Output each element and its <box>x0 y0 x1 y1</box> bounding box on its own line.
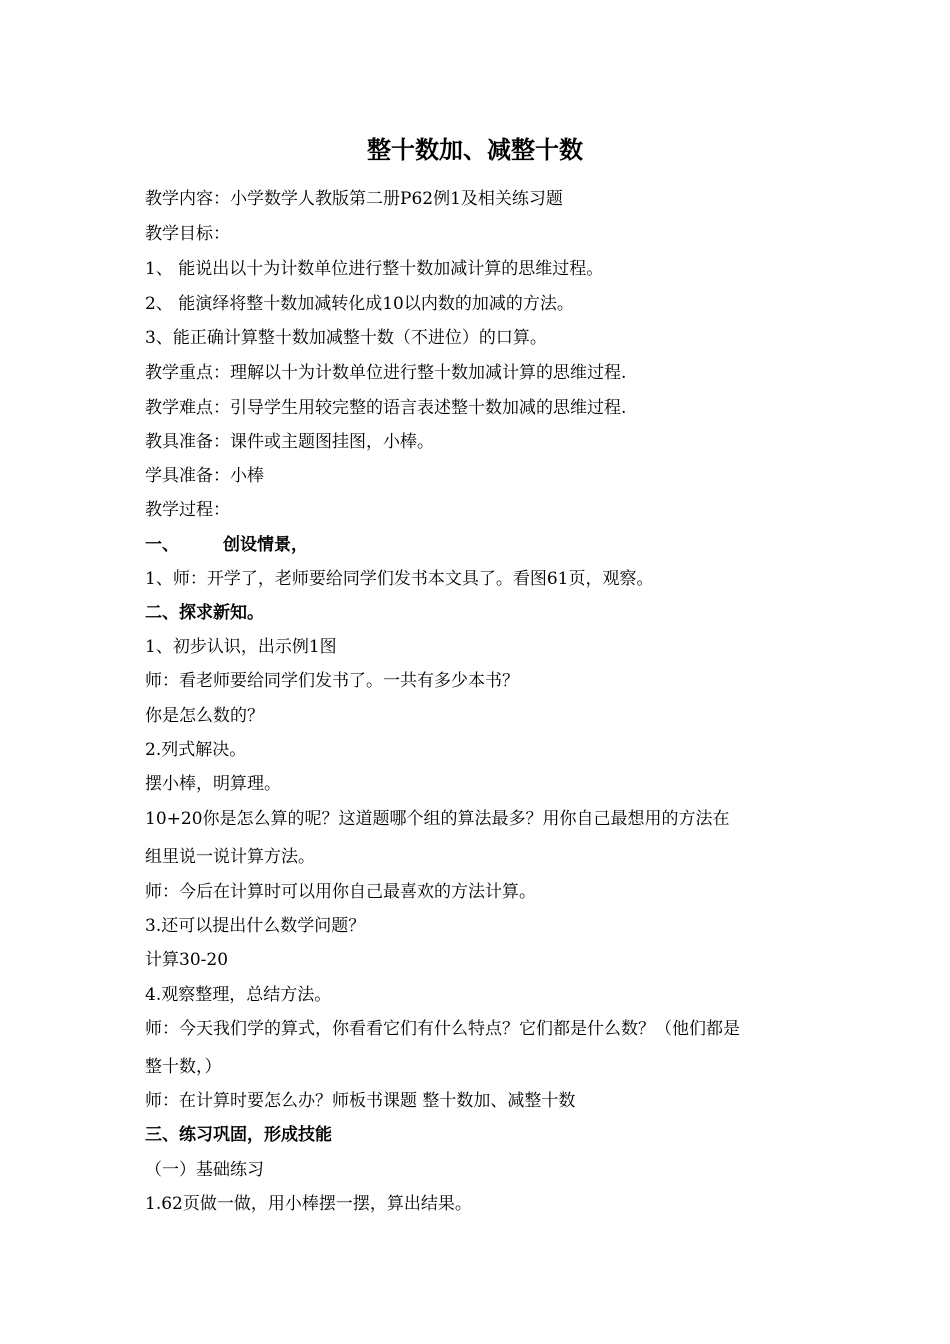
section-2-item-2: 2.列式解决。 <box>145 740 247 760</box>
section-2-heading: 二、探求新知。 <box>145 603 264 623</box>
section-1-number: 一、 <box>145 535 179 555</box>
teaching-content: 教学内容：小学数学人教版第二册P62例1及相关练习题 <box>145 189 563 209</box>
section-1-heading <box>145 533 815 557</box>
teaching-focus: 教学重点：理解以十为计数单位进行整十数加减计算的思维过程. <box>145 363 627 383</box>
calc-question-line-2: 组里说一说计算方法。 <box>145 847 315 867</box>
teacher-board-title: 师：在计算时要怎么办？师板书课题 整十数加、减整十数 <box>145 1091 576 1111</box>
sticks-explanation: 摆小棒，明算理。 <box>145 774 281 794</box>
observation-line-2: 整十数，） <box>145 1057 222 1077</box>
goal-3: 3、能正确计算整十数加减整十数（不进位）的口算。 <box>145 328 547 348</box>
document-title: 整十数加、减整十数 <box>367 136 583 164</box>
basic-practice-heading: （一）基础练习 <box>145 1160 264 1180</box>
section-1-item-1: 1、师：开学了，老师要给同学们发书本文具了。看图61页，观察。 <box>145 569 654 589</box>
observation-line-1: 师：今天我们学的算式，你看看它们有什么特点？它们都是什么数？（他们都是 <box>145 1019 740 1039</box>
goal-2: 2、 能演绎将整十数加减转化成10以内数的加减的方法。 <box>145 294 574 314</box>
practice-item-1: 1.62页做一做，用小棒摆一摆，算出结果。 <box>145 1194 472 1214</box>
question-count: 你是怎么数的？ <box>145 706 264 726</box>
teaching-process-heading: 教学过程： <box>145 500 230 520</box>
teaching-difficulty: 教学难点：引导学生用较完整的语言表述整十数加减的思维过程. <box>145 398 627 418</box>
teacher-materials: 教具准备：课件或主题图挂图，小棒。 <box>145 432 434 452</box>
goal-1: 1、 能说出以十为计数单位进行整十数加减计算的思维过程。 <box>145 259 604 279</box>
section-1-title: 创设情景， <box>223 535 308 555</box>
section-2-item-1: 1、初步认识，出示例1图 <box>145 637 337 657</box>
section-3-heading: 三、练习巩固，形成技能 <box>145 1125 332 1145</box>
compute-example: 计算30-20 <box>145 950 229 970</box>
calc-question-line-1: 10+20你是怎么算的呢？这道题哪个组的算法最多？用你自己最想用的方法在 <box>145 809 730 829</box>
teacher-note: 师：今后在计算时可以用你自己最喜欢的方法计算。 <box>145 882 536 902</box>
teacher-question-1: 师：看老师要给同学们发书了。一共有多少本书？ <box>145 671 519 691</box>
student-materials: 学具准备：小棒 <box>145 466 264 486</box>
teaching-goals-heading: 教学目标： <box>145 224 230 244</box>
section-2-item-3: 3.还可以提出什么数学问题？ <box>145 916 366 936</box>
section-2-item-4: 4.观察整理，总结方法。 <box>145 985 332 1005</box>
